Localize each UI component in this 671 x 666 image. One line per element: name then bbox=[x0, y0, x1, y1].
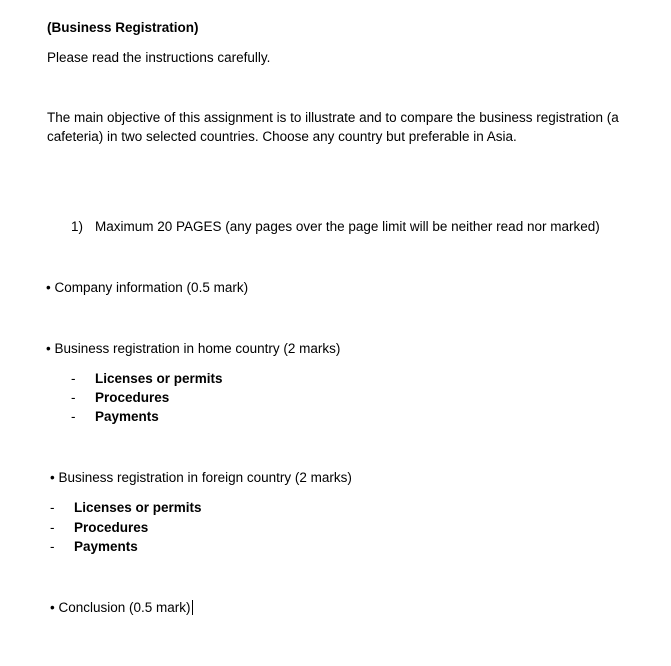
bullet-company-information bbox=[46, 278, 248, 297]
list-item: Licenses or permits bbox=[74, 500, 202, 515]
dash-icon: - bbox=[71, 390, 76, 405]
section-label: Conclusion (0.5 mark) bbox=[58, 600, 191, 615]
dash-icon: - bbox=[50, 500, 55, 515]
bullet-icon: • bbox=[50, 470, 55, 485]
list-item: Procedures bbox=[74, 520, 149, 535]
bullet-home-country bbox=[46, 339, 340, 358]
bullet-icon: • bbox=[46, 280, 51, 295]
bullet-conclusion bbox=[50, 598, 193, 617]
rule-text: Maximum 20 PAGES (any pages over the page limit will be neither read nor marked) bbox=[95, 219, 600, 234]
dash-icon: - bbox=[50, 520, 55, 535]
list-item: Procedures bbox=[95, 390, 170, 405]
text-cursor bbox=[192, 600, 193, 615]
list-item: Licenses or permits bbox=[95, 371, 223, 386]
objective-paragraph: The main objective of this assignment is to illustrate and to compare the business registration (a cafeteria) in two selected countries. Choose any country but preferable in Asia. bbox=[47, 110, 619, 144]
instruction-text: Please read the instructions carefully. bbox=[47, 50, 271, 65]
bullet-icon: • bbox=[50, 600, 55, 615]
bullet-foreign-country bbox=[50, 468, 352, 487]
dash-icon: - bbox=[71, 409, 76, 424]
section-label: Business registration in foreign country (2 marks) bbox=[58, 470, 352, 485]
section-label: Business registration in home country (2 marks) bbox=[54, 341, 341, 356]
rule-number: 1) bbox=[71, 219, 84, 234]
list-item: Payments bbox=[95, 409, 159, 424]
dash-icon: - bbox=[50, 539, 55, 554]
section-label: Company information (0.5 mark) bbox=[54, 280, 249, 295]
list-item: Payments bbox=[74, 539, 138, 554]
dash-icon: - bbox=[71, 371, 76, 386]
document-title: (Business Registration) bbox=[47, 20, 199, 35]
bullet-icon: • bbox=[46, 341, 51, 356]
